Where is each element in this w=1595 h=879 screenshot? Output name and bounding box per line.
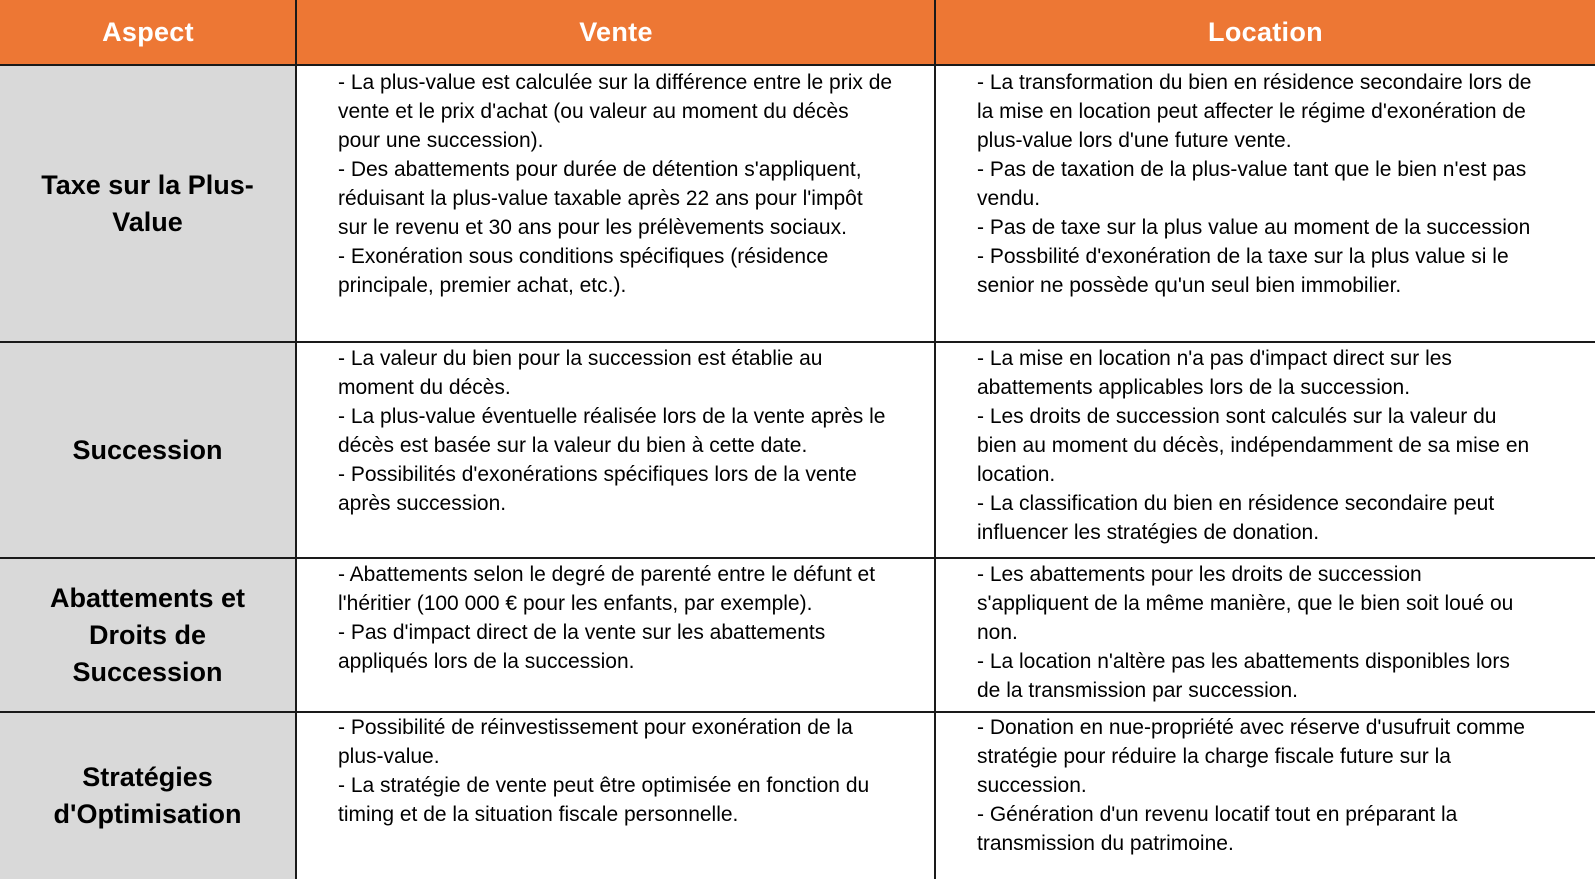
vente-text-line: - Pas d'impact direct de la vente sur les abattements	[338, 621, 826, 644]
location-text-line: - La transformation du bien en résidence secondaire lors de	[977, 71, 1532, 94]
location-text-line: - La mise en location n'a pas d'impact direct sur les	[977, 347, 1452, 370]
vente-text-line: timing et de la situation fiscale personnelle.	[338, 803, 739, 826]
aspect-label-line: Stratégies	[82, 762, 213, 792]
location-text-line: stratégie pour réduire la charge fiscale future sur la	[977, 745, 1451, 768]
vente-text-line: - La valeur du bien pour la succession est établie au	[338, 347, 823, 370]
vente-text-line: - Possibilités d'exonérations spécifiques lors de la vente	[338, 463, 857, 486]
aspect-cell	[0, 343, 295, 557]
aspect-label-line: Abattements et	[49, 582, 246, 613]
location-cell	[977, 343, 1595, 558]
aspect-cell	[0, 713, 295, 879]
location-text-line: - Pas de taxe sur la plus value au moment de la succession	[977, 216, 1531, 239]
vente-cell	[338, 713, 934, 879]
vente-text-line: - Des abattements pour durée de détention s'appliquent,	[338, 158, 862, 181]
header-vente: Vente	[579, 16, 653, 47]
location-cell	[977, 713, 1595, 879]
vente-text-line: - Possibilité de réinvestissement pour exonération de la	[338, 716, 853, 739]
aspect-label-line: Droits de	[88, 619, 206, 650]
location-text-line: senior ne possède qu'un seul bien immobilier.	[977, 274, 1402, 297]
vente-text-line: sur le revenu et 30 ans pour les prélèvements sociaux.	[338, 216, 847, 239]
vente-text-line: - La plus-value est calculée sur la différence entre le prix de	[338, 71, 893, 94]
aspect-label-line: Taxe sur la Plus-	[41, 169, 254, 200]
location-text-line: - Les abattements pour les droits de succession	[977, 563, 1422, 586]
vente-text-line: vente et le prix d'achat (ou valeur au moment du décès	[338, 100, 849, 123]
vente-text-line: après succession.	[338, 492, 507, 515]
location-text-line: succession.	[977, 774, 1087, 797]
header-aspect: Aspect	[102, 16, 194, 47]
vente-text-line: - La plus-value éventuelle réalisée lors de la vente après le	[338, 405, 886, 428]
location-text-line: - La location n'altère pas les abattements disponibles lors	[977, 650, 1510, 673]
vente-text-line: moment du décès.	[338, 376, 511, 399]
location-text-line: abattements applicables lors de la succession.	[977, 376, 1411, 399]
location-cell	[977, 66, 1595, 343]
aspect-label-line: d'Optimisation	[53, 799, 242, 829]
vente-text-line: appliqués lors de la succession.	[338, 650, 635, 673]
location-text-line: - Génération d'un revenu locatif tout en préparant la	[977, 803, 1458, 826]
aspect-cell	[0, 559, 295, 711]
location-text-line: non.	[977, 621, 1018, 644]
table-row	[0, 66, 1595, 343]
vente-text-line: plus-value.	[338, 745, 440, 768]
aspect-label-line: Succession	[72, 434, 223, 465]
column-divider	[934, 0, 936, 879]
location-text-line: - Les droits de succession sont calculés sur la valeur du	[977, 405, 1497, 428]
location-cell	[977, 559, 1595, 712]
vente-cell	[338, 66, 934, 343]
location-text-line: - La classification du bien en résidence secondaire peut	[977, 492, 1495, 515]
table-row	[0, 559, 1595, 713]
location-text-line: transmission du patrimoine.	[977, 832, 1234, 855]
location-text-line: - Pas de taxation de la plus-value tant que le bien n'est pas	[977, 158, 1527, 181]
vente-cell	[338, 559, 934, 712]
location-text-line: vendu.	[977, 187, 1041, 210]
location-text-line: location.	[977, 463, 1056, 486]
vente-text-line: - La stratégie de vente peut être optimisée en fonction du	[338, 774, 870, 797]
aspect-label-line: Succession	[72, 656, 223, 687]
vente-text-line: réduisant la plus-value taxable après 22 ans pour l'impôt	[338, 187, 863, 210]
location-text-line: bien au moment du décès, indépendamment de sa mise en	[977, 434, 1530, 457]
aspect-cell	[0, 66, 295, 341]
vente-text-line: décès est basée sur la valeur du bien à cette date.	[338, 434, 808, 457]
table-header-row	[0, 0, 1595, 66]
column-divider	[295, 0, 297, 879]
vente-text-line: - Abattements selon le degré de parenté entre le défunt et	[338, 563, 876, 586]
vente-text-line: principale, premier achat, etc.).	[338, 274, 627, 297]
vente-text-line: pour une succession).	[338, 129, 544, 152]
vente-text-line: - Exonération sous conditions spécifiques (résidence	[338, 245, 829, 268]
location-text-line: influencer les stratégies de donation.	[977, 521, 1320, 544]
header-location: Location	[1208, 16, 1323, 47]
aspect-label-line: Value	[112, 206, 183, 237]
location-text-line: la mise en location peut affecter le régime d'exonération de	[977, 100, 1526, 123]
location-text-line: de la transmission par succession.	[977, 679, 1298, 702]
location-text-line: - Donation en nue-propriété avec réserve d'usufruit comme	[977, 716, 1525, 739]
table-row	[0, 343, 1595, 559]
vente-cell	[338, 343, 934, 558]
vente-text-line: l'héritier (100 000 € pour les enfants, par exemple).	[338, 592, 813, 615]
table-row	[0, 713, 1595, 879]
location-text-line: plus-value lors d'une future vente.	[977, 129, 1292, 152]
location-text-line: s'appliquent de la même manière, que le bien soit loué ou	[977, 592, 1514, 615]
location-text-line: - Possbilité d'exonération de la taxe sur la plus value si le	[977, 245, 1509, 268]
